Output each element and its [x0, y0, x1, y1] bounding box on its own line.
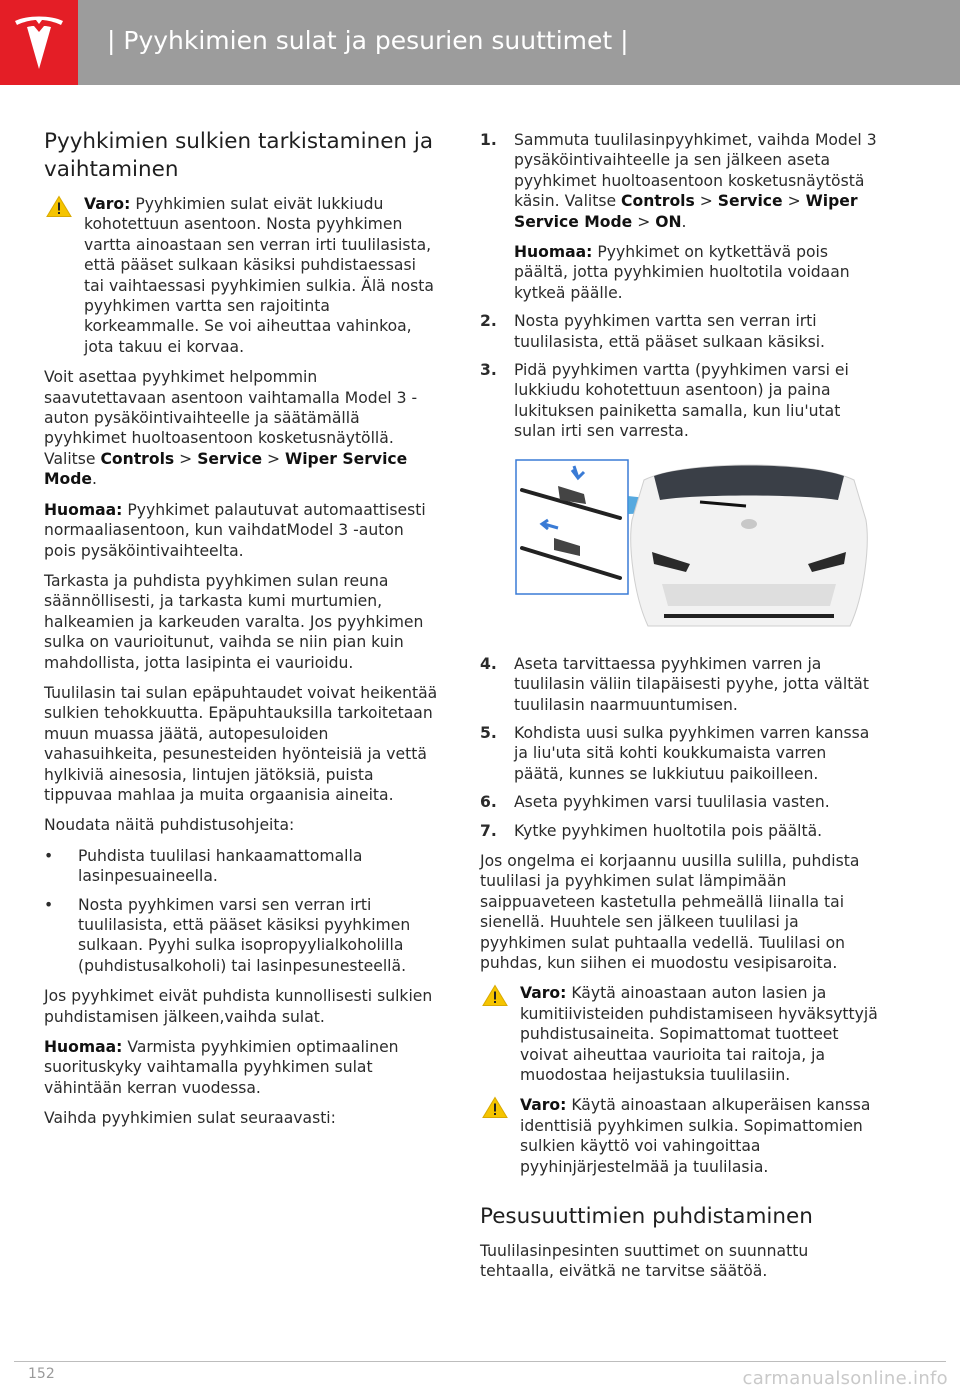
note: [44, 500, 440, 561]
step-item: [480, 723, 880, 784]
bullet-icon: •: [44, 846, 54, 865]
paragraph: Vaihda pyyhkimien sulat seuraavasti:: [44, 1109, 336, 1128]
menu-path-wiper-mode: Wiper Service Mode: [514, 192, 858, 231]
page-header: [0, 0, 960, 85]
note-text: Varmista pyyhkimien optimaalinen suorituskyky vaihtamalla pyyhkimen sulat vähintään kerran vuodessa.: [44, 1038, 399, 1097]
step-text: Aseta tarvittaessa pyyhkimen varren ja tuulilasin väliin tilapäisesti pyyhe, jotta vältät tuulilasin naarmuuntumisen.: [514, 654, 869, 714]
warning-label: Varo:: [520, 984, 567, 1003]
menu-path-service: Service: [717, 192, 783, 211]
wiper-blade-illustration: [514, 456, 874, 638]
note: [44, 1037, 440, 1098]
path-separator: >: [262, 449, 286, 468]
warning-icon: [46, 195, 72, 218]
step-text: Aseta pyyhkimen varsi tuulilasia vasten.: [514, 793, 830, 812]
paragraph: Jos pyyhkimet eivät puhdista kunnollisesti sulkien puhdistamisen jälkeen,vaihda sulat.: [44, 987, 433, 1026]
warning-box: [44, 194, 440, 357]
path-separator: >: [174, 449, 198, 468]
warning-text: Käytä ainoastaan auton lasien ja kumitiivisteiden puhdistamiseen hyväksyttyjä puhdistusaineita. Sopimattomat tuotteet voivat aiheuttaa vaurioita tai raitoja, ja muodostaa heijastuksia tuulilasiin.: [520, 984, 878, 1084]
path-separator: >: [632, 212, 656, 231]
warning-box: [480, 983, 880, 1085]
step-number: 5.: [480, 723, 497, 742]
step-item: [480, 792, 880, 812]
warning-icon: [482, 1096, 508, 1119]
replacement-steps-list: [480, 130, 880, 442]
step-text: Kohdista uusi sulka pyyhkimen varren kanssa ja liu'uta sitä kohti koukkumaista varren päätä, kunnes se lukkiutuu paikoilleen.: [514, 723, 870, 783]
car-and-wiper-figure: [514, 456, 874, 638]
note-label: Huomaa:: [44, 1038, 123, 1057]
warning-box: [480, 1095, 880, 1177]
paragraph: Tuulilasinpesinten suuttimet on suunnattu tehtaalla, eivätkä ne tarvitse säätöä.: [480, 1242, 809, 1281]
step-text: Nosta pyyhkimen vartta sen verran irti tuulilasista, että pääset sulkaan käsiksi.: [514, 312, 825, 351]
section-heading: Pyyhkimien sulkien tarkistaminen ja vaihtaminen: [44, 129, 434, 182]
step-item: [480, 360, 880, 442]
cleaning-instructions-list: [44, 846, 440, 976]
step-number: 1.: [480, 131, 497, 149]
replacement-steps-list-continued: [480, 654, 880, 841]
paragraph-text: Voit asettaa pyyhkimet helpommin saavutettavaan asentoon vaihtamalla Model 3 -auton pysäköintivaihteelle ja säätämällä pyyhkimet huoltoasentoon kosketusnäytöllä. Valitse: [44, 368, 418, 468]
menu-path-wiper-mode: Wiper Service Mode: [44, 449, 408, 489]
note-label: Huomaa:: [514, 243, 593, 262]
step-number: 6.: [480, 793, 497, 812]
list-item-text: Puhdista tuulilasi hankaamattomalla lasinpesuaineella.: [78, 846, 363, 886]
menu-path-controls: Controls: [100, 449, 175, 468]
menu-path-service: Service: [197, 449, 263, 468]
paragraph: [44, 367, 440, 489]
step-item: [480, 654, 880, 715]
warning-icon: [482, 984, 508, 1007]
path-separator: >: [782, 192, 806, 211]
warning-text: Käytä ainoastaan alkuperäisen kanssa identtisiä pyyhkimen sulkia. Sopimattomien sulkien käyttö voi vahingoittaa pyyhinjärjestelmää ja tuulilasia.: [520, 1096, 871, 1176]
page-title: | Pyyhkimien sulat ja pesurien suuttimet |: [107, 26, 629, 55]
left-column: [44, 128, 440, 1139]
path-separator: >: [694, 192, 718, 211]
page-number: 152: [28, 1366, 55, 1382]
note: [514, 242, 880, 303]
note-label: Huomaa:: [44, 500, 123, 519]
period: .: [91, 470, 97, 489]
step-number: 7.: [480, 821, 497, 840]
step-item: [480, 311, 880, 352]
footer-divider: [14, 1361, 946, 1362]
note-text: Pyyhkimet on kytkettävä pois päältä, jotta pyyhkimien huoltotila voidaan kytkeä päälle.: [514, 243, 850, 302]
paragraph: Tuulilasin tai sulan epäpuhtaudet voivat heikentää sulkien tehokkuutta. Epäpuhtauksilla tarkoitetaan muun muassa jäätä, autopesuloiden vahasuihkeita, pesunesteiden hyönteisiä ja vettä hylkiviä ainesosia, lintujen jätöksiä, puista tippuvaa mahlaa ja muita orgaanisia aineita.: [44, 683, 438, 804]
bullet-icon: •: [44, 895, 54, 914]
step-number: 3.: [480, 361, 497, 380]
paragraph: Tarkasta ja puhdista pyyhkimen sulan reuna säännöllisesti, ja tarkasta kumi murtumien, halkeamien ja karkeuden varalta. Jos pyyhkimen sulka on vaurioitunut, vaihda se niin pian kuin mahdollista, jotta lasipinta ei vaurioidu.: [44, 571, 424, 672]
list-item: [44, 846, 440, 887]
tesla-logo-icon: [13, 13, 65, 73]
note-text: Pyyhkimet palautuvat automaattisesti normaaliasentoon, kun vaihdatModel 3 -auton pois pysäköintivaihteelta.: [44, 500, 426, 560]
right-column: [480, 130, 880, 1292]
period: .: [681, 212, 687, 231]
step-text: Sammuta tuulilasinpyyhkimet, vaihda Model 3 pysäköintivaihteelle ja sen jälkeen aseta pyyhkimet huoltoasentoon kosketusnäytöstä käsin. Valitse: [514, 131, 877, 211]
step-item: [480, 821, 880, 841]
logo-box: [0, 0, 78, 85]
warning-label: Varo:: [84, 195, 131, 213]
menu-path-on: ON: [655, 212, 682, 231]
step-item: [480, 130, 880, 303]
step-number: 2.: [480, 312, 497, 331]
step-text: Kytke pyyhkimen huoltotila pois päältä.: [514, 821, 823, 840]
list-item: [44, 895, 440, 977]
menu-path-controls: Controls: [621, 192, 695, 211]
step-text: Pidä pyyhkimen vartta (pyyhkimen varsi ei lukkiudu kohotettuun asentoon) ja paina lukituksen painiketta samalla, kun liu'utat sulan irti sen varresta.: [514, 361, 849, 441]
step-number: 4.: [480, 654, 497, 673]
paragraph: Noudata näitä puhdistusohjeita:: [44, 816, 295, 835]
list-item-text: Nosta pyyhkimen varsi sen verran irti tuulilasista, että pääset käsiksi pyyhkimen sulkaan. Pyyhi sulka isopropyylialkoholilla (puhdistusalkoholi) tai lasinpesunesteellä.: [78, 895, 411, 975]
watermark: carmanualsonline.info: [742, 1368, 948, 1389]
warning-text: Pyyhkimien sulat eivät lukkiudu kohotettuun asentoon. Nosta pyyhkimen vartta ainoastaan sen verran irti tuulilasista, että pääset sulkaan käsiksi puhdistaessasi tai vaihtaessasi pyyhkimien sulkia. Älä nosta pyyhkimen vartta sen rajoitinta korkeammalle. Se voi aiheuttaa vahinkoa, jota takuu ei korvaa.: [84, 195, 434, 356]
paragraph: Jos ongelma ei korjaannu uusilla sulilla, puhdista tuulilasi ja pyyhkimen sulat lämpimään saippuaveteen kastetulla pehmeällä liinalla tai sienellä. Huuhtele sen jälkeen tuulilasi ja pyyhkimen sulat puhtaalla vedellä. Tuulilasi on puhdas, kun siihen ei muodostu vesipisaroita.: [480, 851, 860, 972]
warning-label: Varo:: [520, 1096, 567, 1115]
section-heading: Pesusuuttimien puhdistaminen: [480, 1204, 813, 1230]
